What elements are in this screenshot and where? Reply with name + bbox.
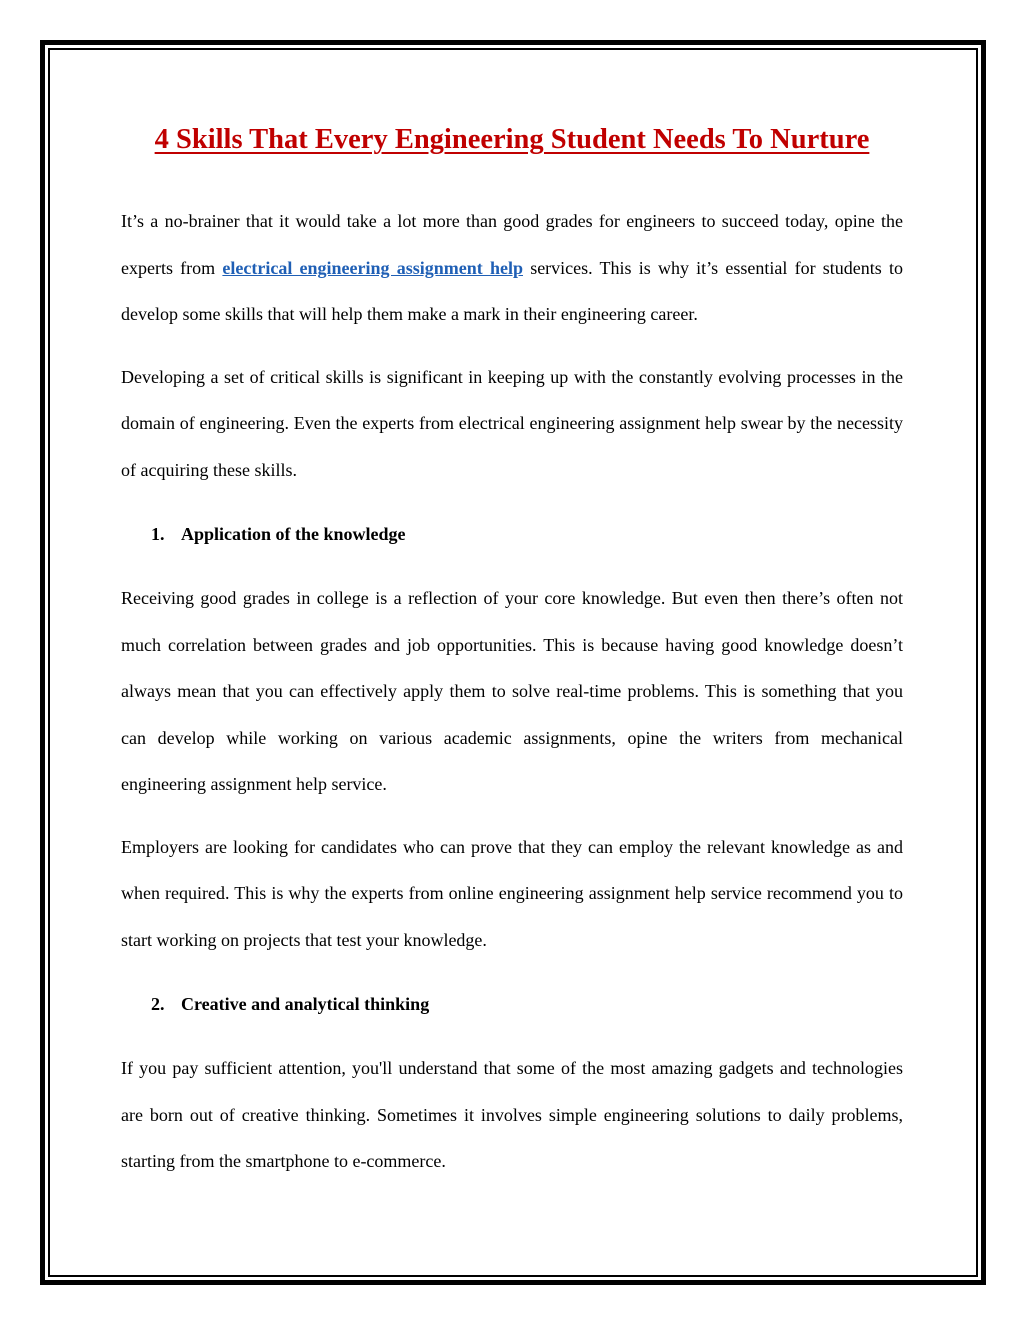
intro-text-after-link: services. This is why it’s essential for students to develop some skills that will help them make a mark in their engineering career. — [121, 257, 903, 324]
paragraph-employers: Employers are looking for candidates who can prove that they can employ the relevant knowledge as and when required. This is why the experts from online engineering assignment help service recommend you to start working on projects that test your knowledge. — [121, 836, 903, 950]
paragraph-gadgets: If you pay sufficient attention, you'll understand that some of the most amazing gadgets and technologies are born out of creative thinking. Sometimes it involves simple engineering solutions to daily problems, starting from the smartphone to e-commerce. — [121, 1058, 903, 1171]
intro-paragraph — [121, 198, 903, 338]
paragraph-good-grades: Receiving good grades in college is a reflection of your core knowledge. But even then there’s often not much correlation between grades and job opportunities. This is because having good knowledge doesn’t always mean that you can effectively apply them to solve real-time problems. This is something that you can develop while working on various academic assignments, opine the writers from mechanical engineering assignment help service. — [121, 588, 903, 794]
electrical-engineering-assignment-help-link[interactable]: electrical engineering assignment help — [222, 257, 523, 278]
section-heading-creative-thinking — [121, 989, 903, 1019]
document-body — [121, 118, 903, 1185]
paragraph-critical-skills: Developing a set of critical skills is significant in keeping up with the constantly evolving processes in the domain of engineering. Even the experts from electrical engineering assignment help swear by the necessity of acquiring these skills. — [121, 366, 903, 480]
document-title: 4 Skills That Every Engineering Student Needs To Nurture — [154, 124, 870, 155]
section-heading-application — [121, 519, 903, 549]
section-title-application: Application of the knowledge — [181, 524, 406, 544]
section-number-1: 1. — [151, 524, 165, 544]
section-title-creative-thinking: Creative and analytical thinking — [181, 994, 430, 1014]
intro-text-before-link: It’s a no-brainer that it would take a lot more than good grades for engineers to succeed today, opine the experts from — [121, 211, 903, 278]
section-number-2: 2. — [151, 994, 165, 1014]
